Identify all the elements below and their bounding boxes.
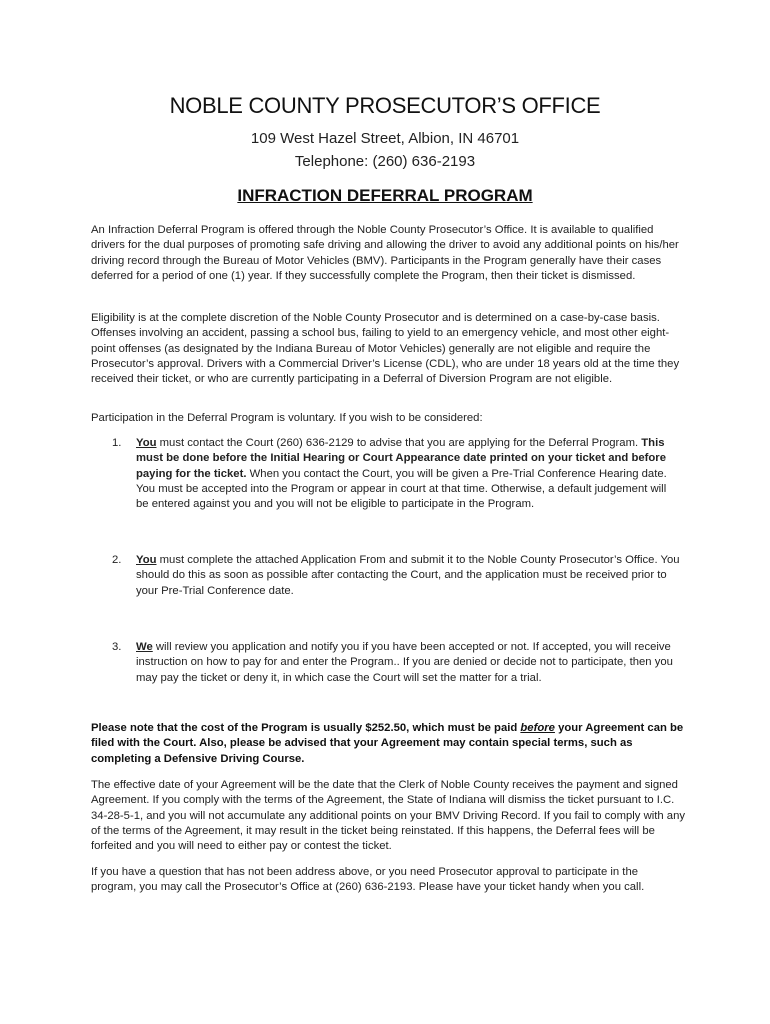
list-item-lead: We [136, 641, 153, 653]
list-item-text-continued: When you contact the Court, you will be given a Pre-Trial Conference Hearing date. You must be accepted into the Program or appear in court at that time. Otherwise, a default judgement will be entered against you and you will not be eligible to participate in the Program. [136, 467, 667, 511]
office-name-heading: NOBLE COUNTY PROSECUTOR’S OFFICE [169, 93, 601, 118]
list-item-content [136, 436, 681, 512]
office-address: 109 West Hazel Street, Albion, IN 46701 [250, 130, 520, 147]
list-item-lead: You [136, 554, 157, 566]
list-item-lead: You [136, 437, 157, 449]
intro-paragraph: An Infraction Deferral Program is offered through the Noble County Prosecutor’s Office. It is available to qualified drivers for the dual purposes of promoting safe driving and allowing the driver to avoid any additional points on his/her driving record through the Bureau of Motor Vehicles (BMV). Participants in the Program generally have their cases deferred for a period of one (1) year. If they successfully complete the Program, then their ticket is dismissed. [91, 224, 679, 282]
participation-paragraph: Participation in the Deferral Program is voluntary. If you wish to be considered: [91, 412, 483, 424]
list-item-content [136, 553, 681, 599]
list-item-text: will review you application and notify you if you have been accepted or not. If accepted, you will receive instruction on how to pay for and enter the Program.. If you are denied or decide not to participate, then you may pay the ticket or deny it, in which case the Court will set the matter for a trial. [136, 641, 673, 684]
cost-note-paragraph [91, 721, 686, 767]
cost-note-text: Please note that the cost of the Program is usually $252.50, which must be paid [91, 722, 521, 734]
list-item-text: must contact the Court (260) 636-2129 to advise that you are applying for the Deferral Program. [156, 437, 642, 449]
questions-paragraph: If you have a question that has not been address above, or you need Prosecutor approval to participate in the program, you may call the Prosecutor’s Office at (260) 636-2193. Please have your ticket handy when you call. [91, 866, 645, 894]
list-number: 1. [112, 437, 122, 449]
eligibility-paragraph: Eligibility is at the complete discretion of the Noble County Prosecutor and is determined on a case-by-case basis. Offenses involving an accident, passing a school bus, failing to yield to an emergency vehicle, and most other eight-point offenses (as designated by the Indiana Bureau of Motor Vehicles) generally are not eligible and require the Prosecutor’s approval. Drivers with a Commercial Driver’s License (CDL), who are under 18 years old at the time they received their ticket, or who are currently participating in a Deferral of Diversion Program are not eligible. [91, 312, 680, 386]
program-title: INFRACTION DEFERRAL PROGRAM [237, 186, 533, 205]
list-number: 2. [112, 554, 122, 566]
list-number: 3. [112, 641, 122, 653]
office-telephone: Telephone: (260) 636-2193 [294, 153, 476, 170]
cost-note-emphasis: before [520, 722, 555, 734]
list-item-text: must complete the attached Application From and submit it to the Noble County Prosecutor’s Office. You should do this as soon as possible after contacting the Court, and the application must be received prior to your Pre-Trial Conference date. [136, 554, 680, 597]
effective-date-paragraph: The effective date of your Agreement will be the date that the Clerk of Noble County receives the payment and signed Agreement. If you comply with the terms of the Agreement, the State of Indiana will dismiss the ticket pursuant to I.C. 34-28-5-1, and you will not accumulate any additional points on your BMV Driving Record. If you fail to comply with any of the terms of the Agreement, it may result in the ticket being reinstated. If this happens, the Deferral fees will be forfeited and you will need to either pay or contest the ticket. [91, 779, 686, 853]
cost-note-text-continued: your Agreement can be filed with the Court. Also, please be advised that your Agreement may contain special terms, such as completing a Defensive Driving Course. [91, 722, 684, 765]
list-item-content [136, 640, 681, 686]
list-item-bold-text: This must be done before the Initial Hearing or Court Appearance date printed on your ticket and before paying for the ticket. [136, 437, 666, 480]
